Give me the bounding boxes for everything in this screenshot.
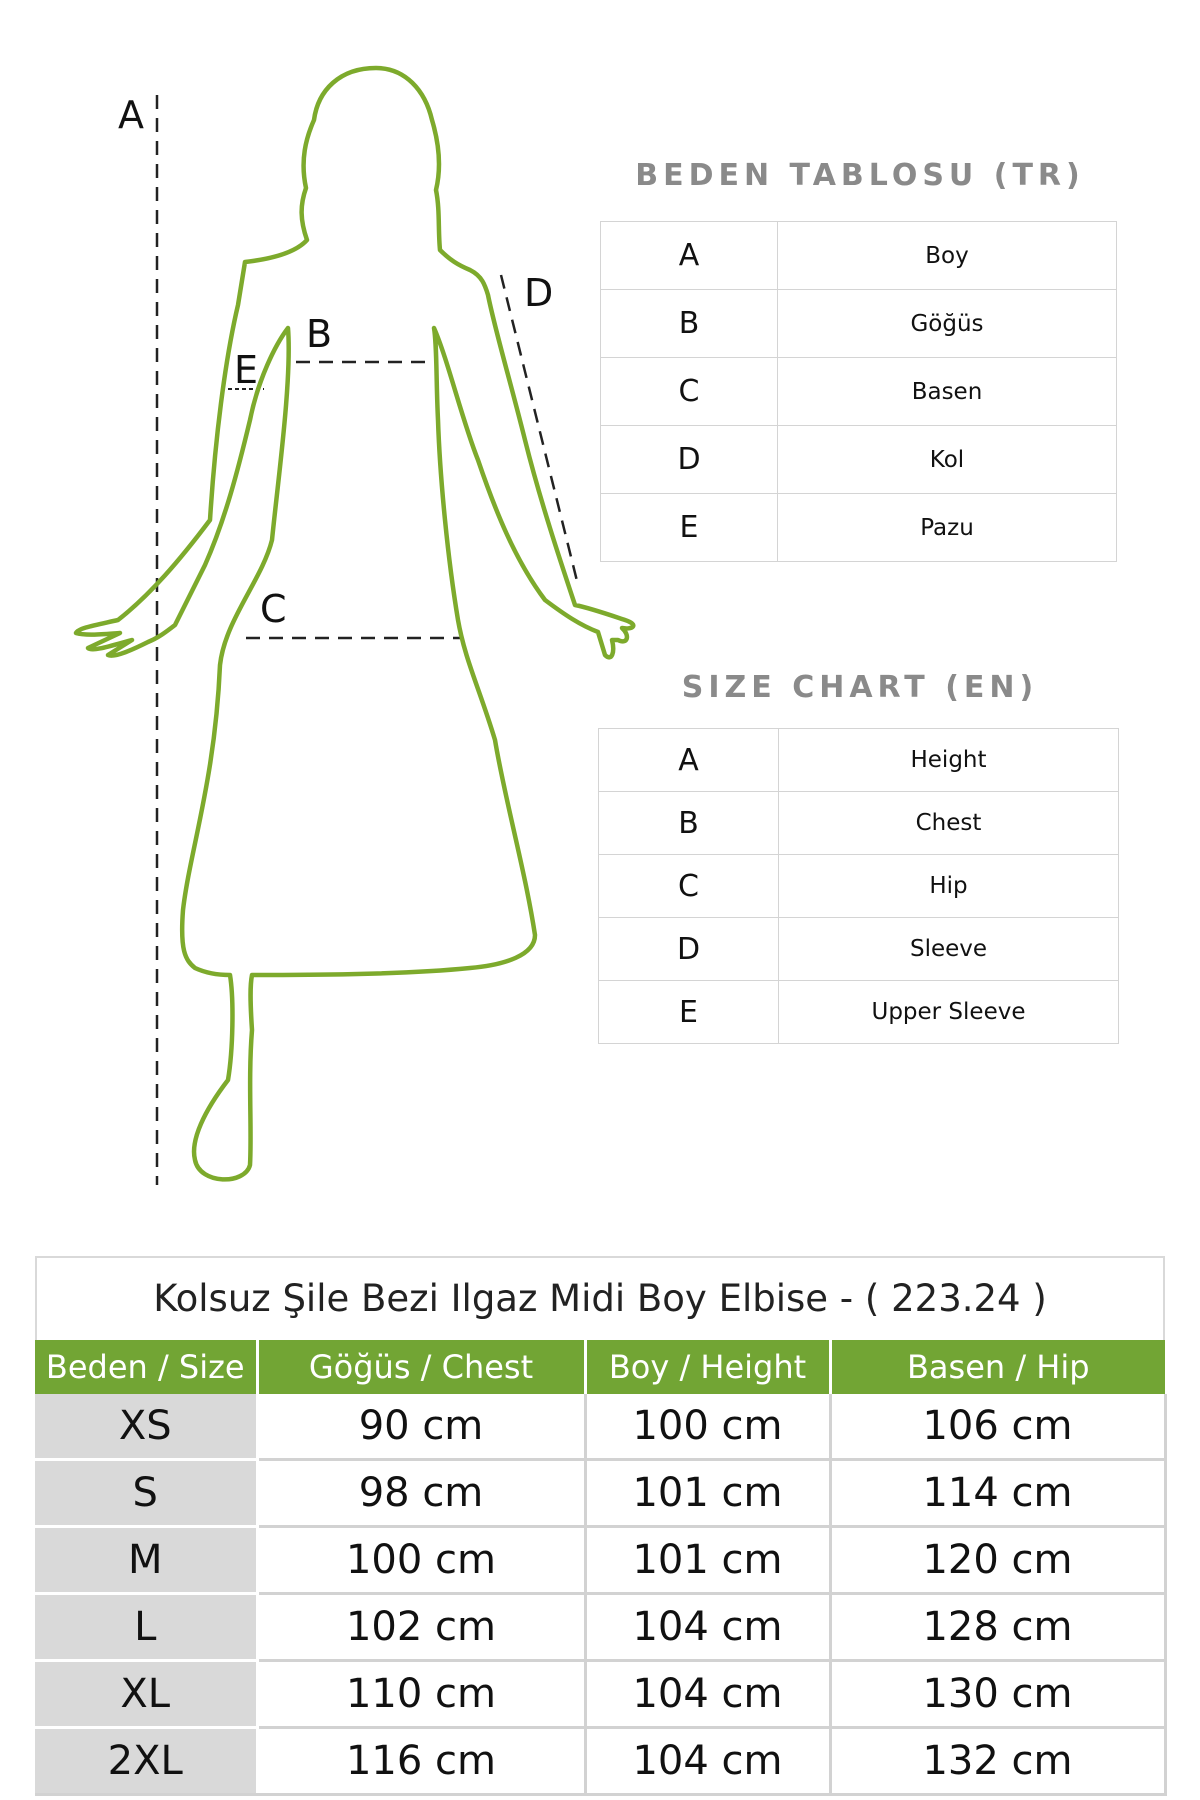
legend-value: Basen [778, 358, 1117, 426]
legend-row [599, 918, 1119, 981]
measurement-figure [0, 0, 700, 1210]
legend-row [601, 358, 1117, 426]
legend-row [599, 729, 1119, 792]
tr-section-title: BEDEN TABLOSU (TR) [635, 158, 1085, 193]
label-d: D [524, 271, 554, 315]
label-e: E [234, 348, 259, 392]
label-a: A [118, 93, 144, 137]
legend-value: Kol [778, 426, 1117, 494]
size-cell: 2XL [35, 1728, 257, 1795]
height-cell: 101 cm [585, 1460, 830, 1527]
hip-cell: 132 cm [830, 1728, 1165, 1795]
legend-value: Göğüs [778, 290, 1117, 358]
legend-key: E [599, 981, 779, 1044]
legend-value: Sleeve [779, 918, 1119, 981]
size-table-header-row [35, 1340, 1165, 1394]
size-cell: L [35, 1594, 257, 1661]
height-cell: 104 cm [585, 1728, 830, 1795]
legend-row [599, 792, 1119, 855]
legend-row [601, 494, 1117, 562]
legend-value: Pazu [778, 494, 1117, 562]
height-cell: 104 cm [585, 1594, 830, 1661]
table-row [35, 1661, 1165, 1728]
legend-value: Chest [779, 792, 1119, 855]
table-row [35, 1460, 1165, 1527]
column-header-height: Boy / Height [585, 1340, 830, 1394]
hip-cell: 114 cm [830, 1460, 1165, 1527]
label-b: B [306, 312, 333, 356]
size-cell: XS [35, 1394, 257, 1460]
size-table-container [35, 1256, 1165, 1796]
sleeve-guide-line [501, 271, 578, 585]
legend-key: C [601, 358, 778, 426]
column-header-chest: Göğüs / Chest [257, 1340, 585, 1394]
legend-value: Hip [779, 855, 1119, 918]
chest-cell: 110 cm [257, 1661, 585, 1728]
label-c: C [260, 587, 287, 631]
en-section-title: SIZE CHART (EN) [681, 670, 1039, 705]
size-table-title: Kolsuz Şile Bezi Ilgaz Midi Boy Elbise - ( 223.24 ) [35, 1258, 1165, 1340]
chest-cell: 100 cm [257, 1527, 585, 1594]
legend-key: D [601, 426, 778, 494]
height-cell: 101 cm [585, 1527, 830, 1594]
chest-cell: 90 cm [257, 1394, 585, 1460]
legend-row [599, 981, 1119, 1044]
legend-row [601, 290, 1117, 358]
tr-legend-table [600, 221, 1117, 562]
size-cell: XL [35, 1661, 257, 1728]
en-legend-table [598, 728, 1119, 1044]
legend-value: Height [779, 729, 1119, 792]
legend-key: E [601, 494, 778, 562]
legend-row [601, 222, 1117, 290]
legend-value: Boy [778, 222, 1117, 290]
chest-cell: 116 cm [257, 1728, 585, 1795]
silhouette-outline [76, 68, 633, 1179]
column-header-hip: Basen / Hip [830, 1340, 1165, 1394]
table-row [35, 1394, 1165, 1460]
chest-cell: 98 cm [257, 1460, 585, 1527]
size-table [35, 1340, 1167, 1796]
chest-cell: 102 cm [257, 1594, 585, 1661]
legend-row [601, 426, 1117, 494]
hip-cell: 130 cm [830, 1661, 1165, 1728]
dress-silhouette [0, 0, 700, 1210]
legend-row [599, 855, 1119, 918]
height-cell: 104 cm [585, 1661, 830, 1728]
size-cell: M [35, 1527, 257, 1594]
legend-key: B [601, 290, 778, 358]
table-row [35, 1594, 1165, 1661]
legend-key: C [599, 855, 779, 918]
size-cell: S [35, 1460, 257, 1527]
legend-key: B [599, 792, 779, 855]
hip-cell: 128 cm [830, 1594, 1165, 1661]
hip-cell: 120 cm [830, 1527, 1165, 1594]
legend-key: A [599, 729, 779, 792]
table-row [35, 1728, 1165, 1795]
legend-key: A [601, 222, 778, 290]
legend-value: Upper Sleeve [779, 981, 1119, 1044]
column-header-size: Beden / Size [35, 1340, 257, 1394]
hip-cell: 106 cm [830, 1394, 1165, 1460]
table-row [35, 1527, 1165, 1594]
height-cell: 100 cm [585, 1394, 830, 1460]
legend-key: D [599, 918, 779, 981]
